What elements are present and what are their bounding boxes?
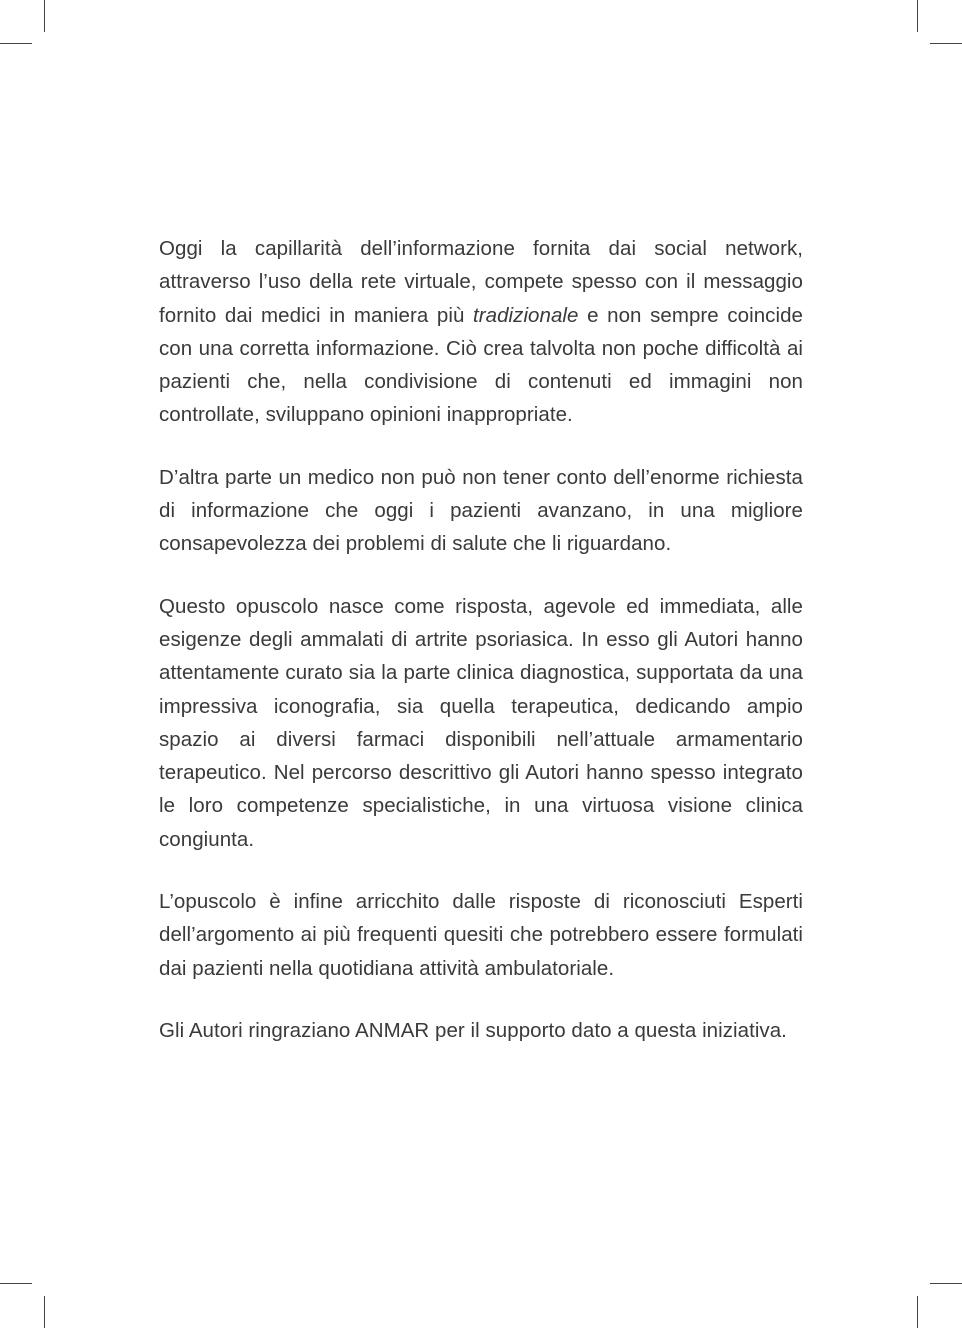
paragraph-1-emphasis: tradizionale (473, 303, 579, 327)
paragraph-1-text-start: Oggi la capillarità dell’informazione fornita dai social network, attraverso l’uso della rete virtuale, compete spesso con il messaggio fornito dai medici in maniera più (159, 237, 803, 327)
paragraph-3: Questo opuscolo nasce come risposta, agevole ed immediata, alle esigenze degli ammalati di artrite psoriasica. In esso gli Autori hanno attentamente curato sia la parte clinica diagnostica, supportata da una impressiva iconografia, sia quella terapeutica, dedicando ampio spazio ai diversi farmaci disponibili nell’attuale armamentario terapeutico. Nel percorso descrittivo gli Autori hanno spesso integrato le loro competenze specialistiche, in una virtuosa visione clinica congiunta. (159, 594, 803, 851)
crop-mark-top-right-vertical (917, 0, 918, 32)
paragraph-5: Gli Autori ringraziano ANMAR per il supporto dato a questa iniziativa. (159, 1018, 787, 1042)
paragraph-1-text-end: e non sempre coincide con una corretta informazione. Ciò crea talvolta non poche difficoltà ai pazienti che, nella condivisione di contenuti ed immagini non controllate, sviluppano opinioni inappropriate. (159, 303, 803, 427)
crop-mark-bottom-right-horizontal (930, 1283, 962, 1284)
crop-mark-top-left-vertical (44, 0, 45, 32)
crop-mark-bottom-left-horizontal (0, 1283, 32, 1284)
paragraph-4: L’opuscolo è infine arricchito dalle risposte di riconosciuti Esperti dell’argomento ai più frequenti quesiti che potrebbero essere formulati dai pazienti nella quotidiana attività ambulatoriale. (159, 890, 803, 980)
crop-mark-top-right-horizontal (930, 43, 962, 44)
crop-mark-bottom-right-vertical (917, 1296, 918, 1328)
paragraph-2: D’altra parte un medico non può non tener conto dell’enorme richiesta di informazione che oggi i pazienti avanzano, in una migliore consapevolezza dei problemi di salute che li riguardano. (159, 465, 803, 556)
body-text (159, 232, 803, 1076)
paragraph-1 (159, 232, 803, 432)
crop-mark-bottom-left-vertical (44, 1296, 45, 1328)
crop-mark-top-left-horizontal (0, 43, 32, 44)
